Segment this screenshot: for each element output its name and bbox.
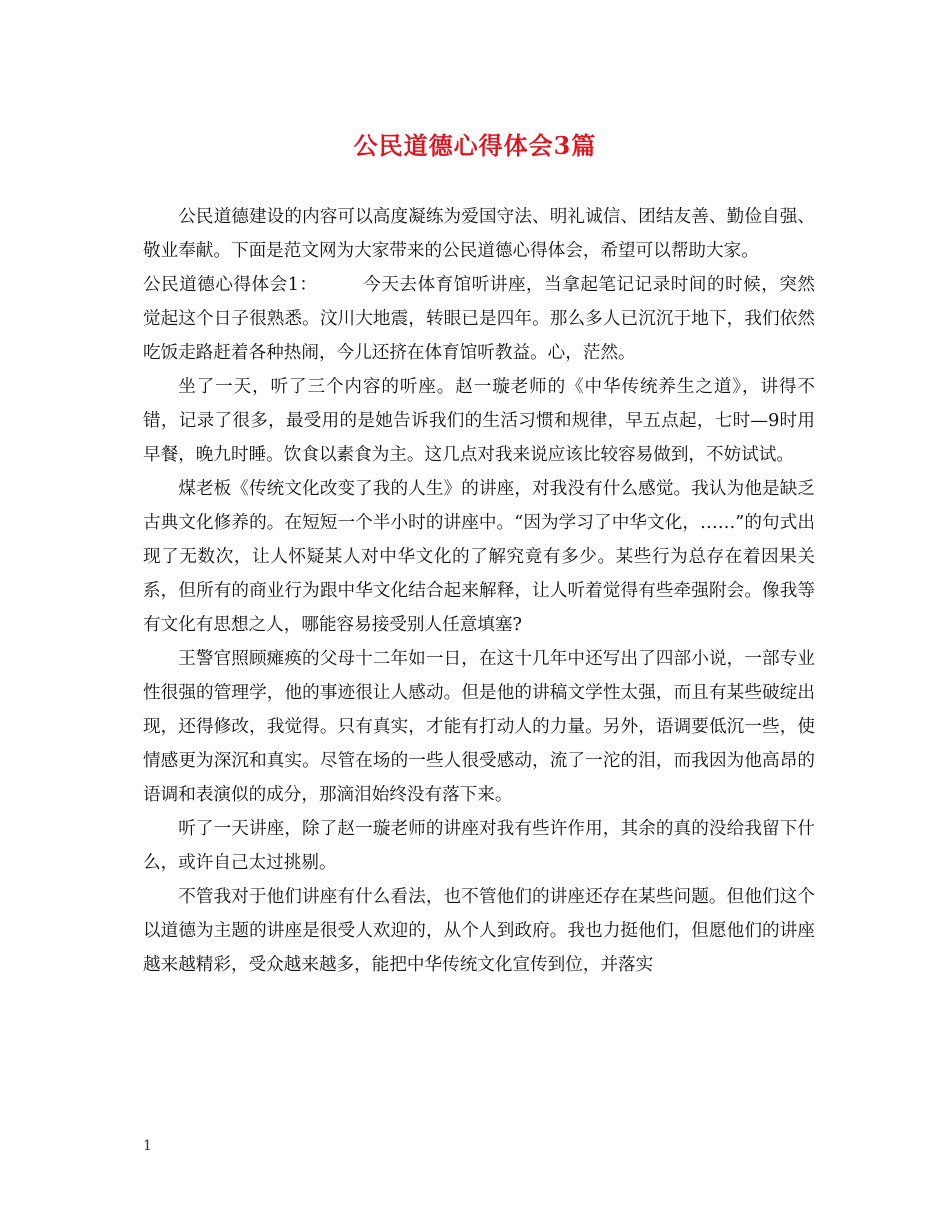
page-number: 1 [143,1138,152,1154]
document-body [143,200,815,982]
body-paragraph: 王警官照顾瘫痪的父母十二年如一日，在这十几年中还写出了四部小说，一部专业性很强的管理学，他的事迹很让人感动。但是他的讲稿文学性太强，而且有某些破绽出现，还得修改，我觉得。只有真实，才能有打动人的力量。另外，语调要低沉一些，使情感更为深沉和真实。尽管在场的一些人很受感动，流了一沱的泪，而我因为他高昂的语调和表演似的成分，那滴泪始终没有落下来。 [143,649,815,805]
body-paragraph: 听了一天讲座，除了赵一璇老师的讲座对我有些许作用，其余的真的没给我留下什么，或许自己太过挑剔。 [143,819,815,873]
section-1-text: 今天去体育馆听讲座，当拿起笔记记录时间的时候，突然觉起这个日子很熟悉。汶川大地震，转眼已是四年。那么多人已沉沉于地下，我们依然吃饭走路赶着各种热闹，今儿还挤在体育馆听教益。心，茫然。 [143,275,815,363]
body-paragraph: 坐了一天，听了三个内容的听座。赵一璇老师的《中华传统养生之道》，讲得不错，记录了很多，最受用的是她告诉我们的生活习惯和规律，早五点起，七时—9时用早餐，晚九时睡。饮食以素食为主。这几点对我来说应该比较容易做到，不妨试试。 [143,377,815,465]
intro-paragraph: 公民道德建设的内容可以高度凝练为爱国守法、明礼诚信、团结友善、勤俭自强、敬业奉献。下面是范文网为大家带来的公民道德心得体会，希望可以帮助大家。 [143,207,815,261]
document-title: 公民道德心得体会3篇 [353,131,597,160]
body-paragraph: 煤老板《传统文化改变了我的人生》的讲座，对我没有什么感觉。我认为他是缺乏古典文化修养的。在短短一个半小时的讲座中。“因为学习了中华文化，……”的句式出现了无数次，让人怀疑某人对中华文化的了解究竟有多少。某些行为总存在着因果关系，但所有的商业行为跟中华文化结合起来解释，让人听着觉得有些牵强附会。像我等有文化有思想之人，哪能容易接受别人任意填塞? [143,479,815,635]
body-paragraph: 不管我对于他们讲座有什么看法，也不管他们的讲座还存在某些问题。但他们这个以道德为主题的讲座是很受人欢迎的，从个人到政府。我也力挺他们，但愿他们的讲座越来越精彩，受众越来越多，能把中华传统文化宣传到位，并落实 [143,887,815,975]
section-1-heading: 公民道德心得体会1： [143,275,318,295]
section-1-paragraph [143,268,815,370]
